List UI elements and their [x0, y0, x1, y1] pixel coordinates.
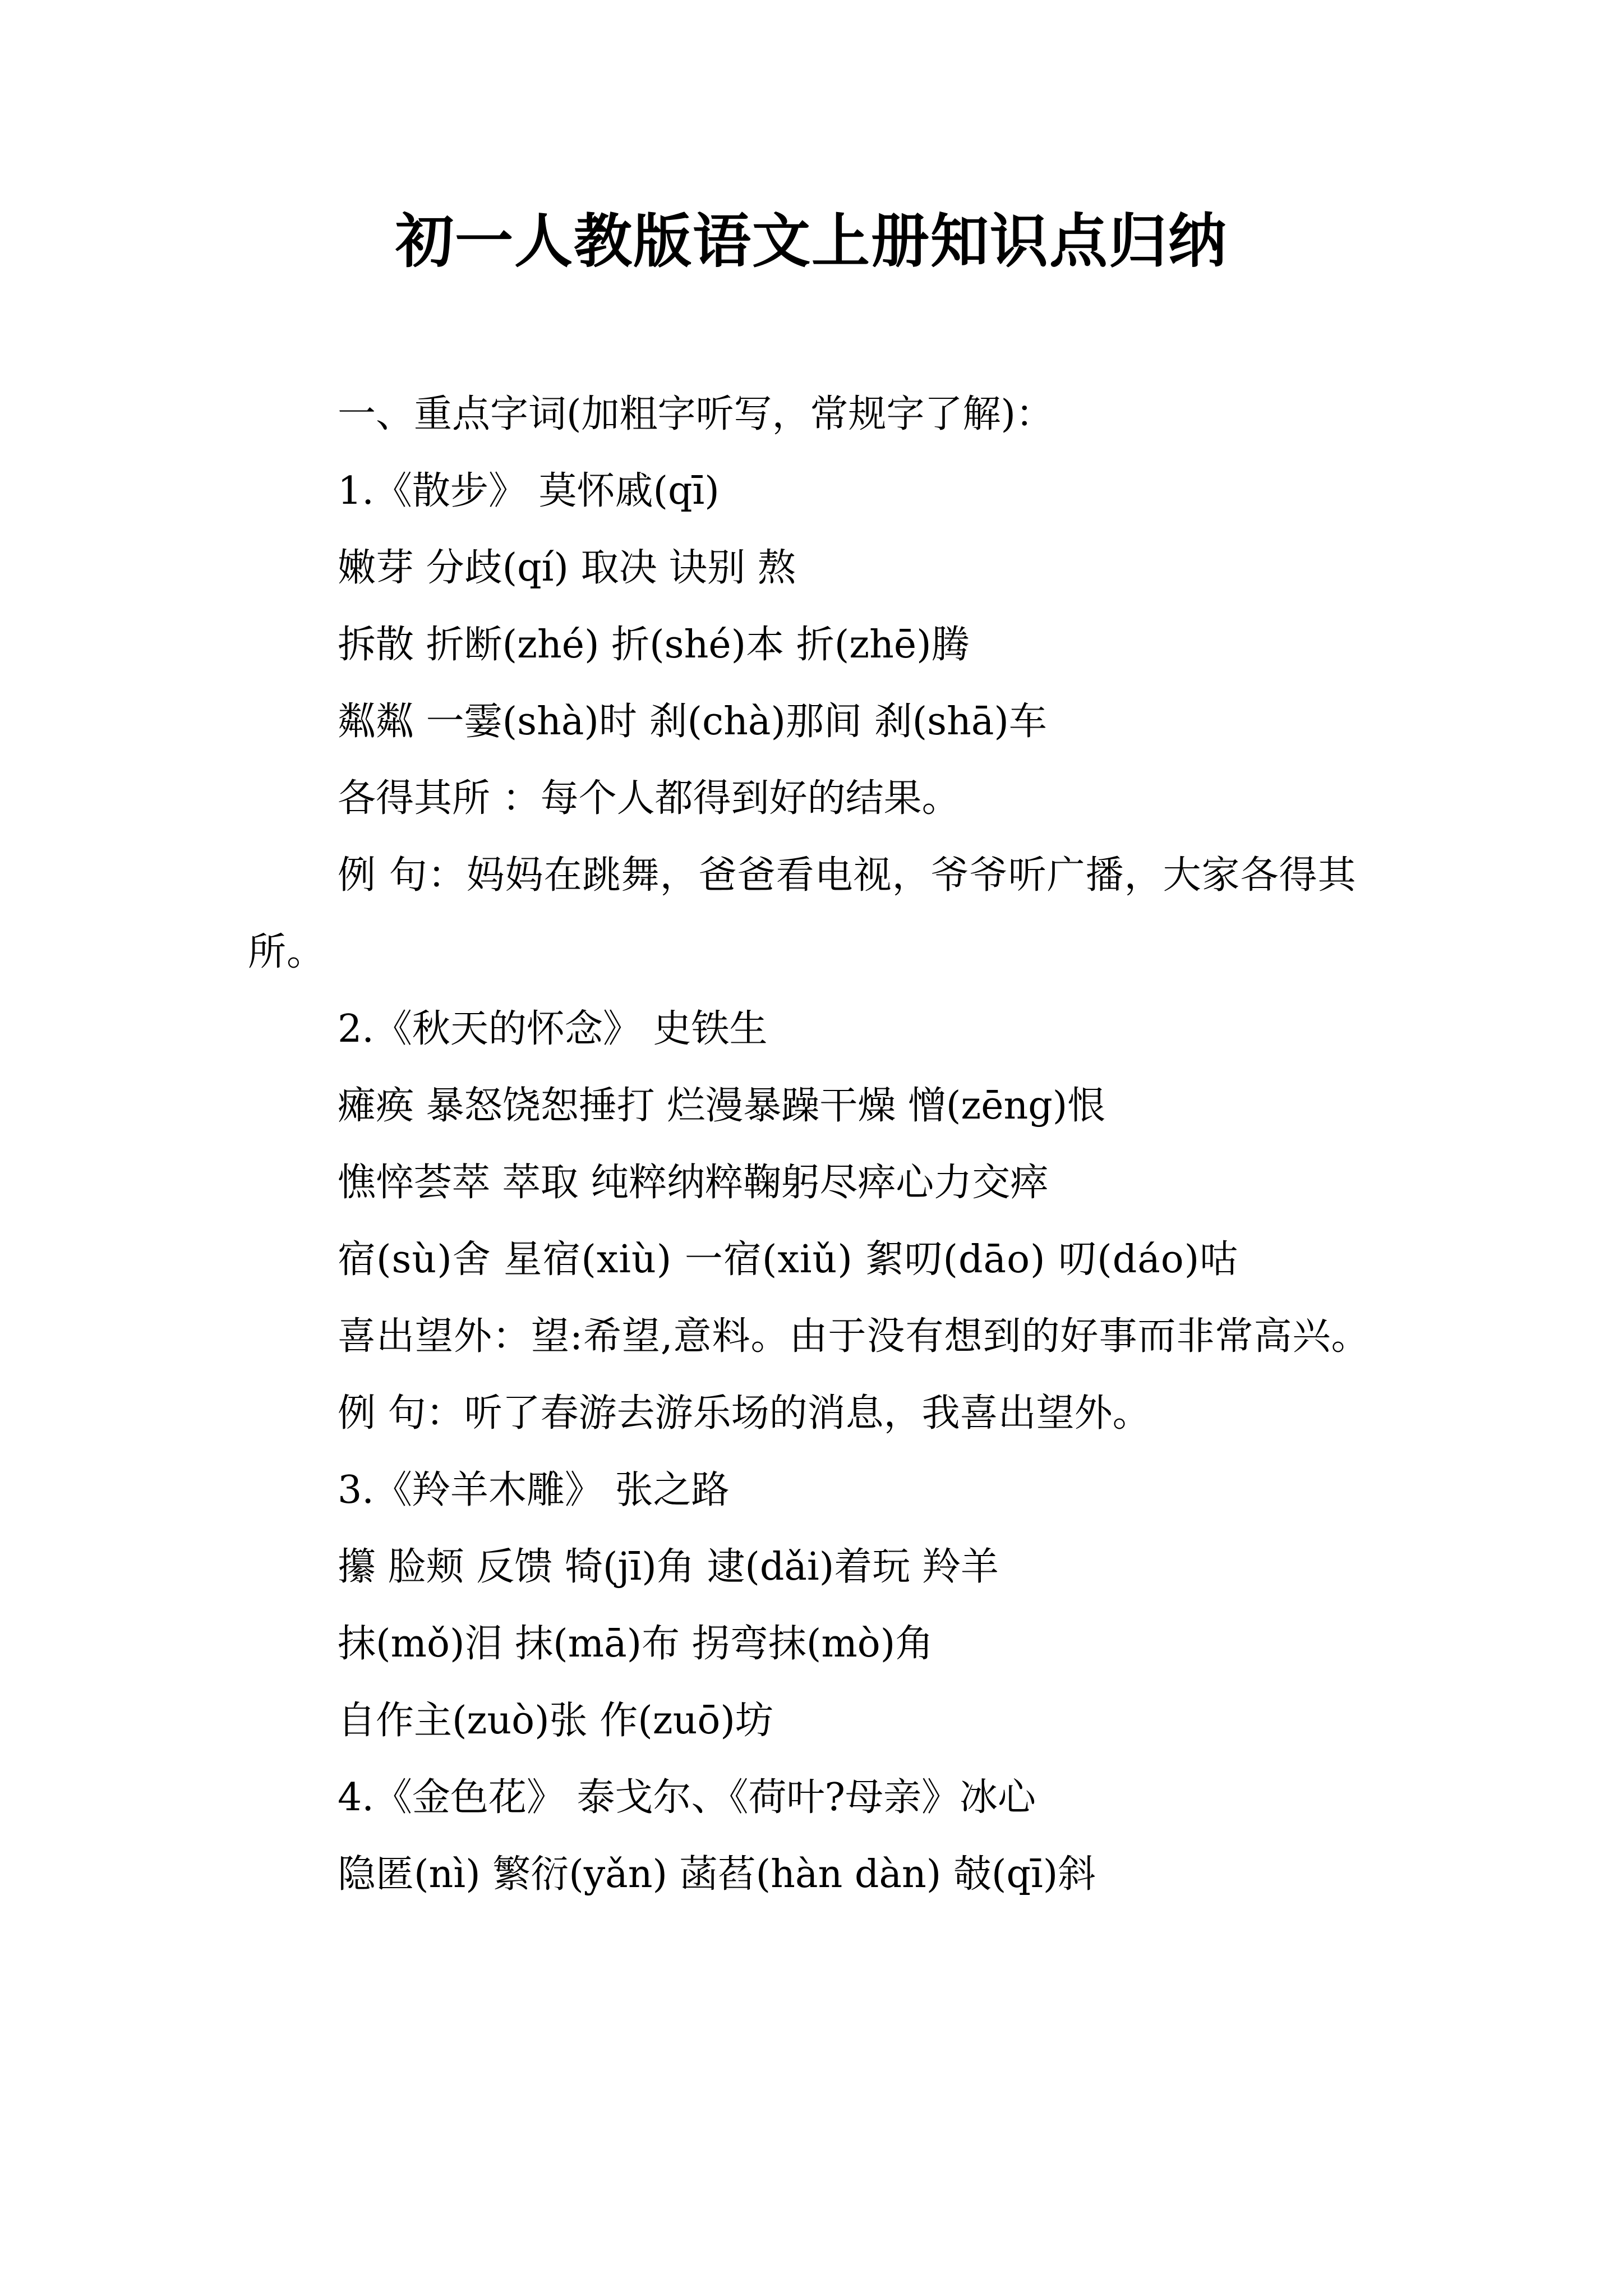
lesson-heading-4: 4.《金色花》 泰戈尔、《荷叶?母亲》冰心	[338, 1775, 1036, 1820]
vocab-line: 瘫痪 暴怒饶恕捶打 烂漫暴躁干燥 憎(zēng)恨	[338, 1084, 1106, 1128]
document-body	[248, 376, 1386, 1913]
example-sentence: 例 句：妈妈在跳舞，爸爸看电视，爷爷听广播，大家各得其所。	[248, 853, 1357, 974]
vocab-line: 抹(mǒ)泪 抹(mā)布 拐弯抹(mò)角	[338, 1622, 934, 1666]
section-heading-key-words: 一、重点字词(加粗字听写，常规字了解)：	[338, 392, 1054, 436]
lesson-heading-2: 2.《秋天的怀念》 史铁生	[338, 1007, 768, 1051]
vocab-line: 隐匿(nì) 繁衍(yǎn) 菡萏(hàn dàn) 攲(qī)斜	[338, 1852, 1096, 1897]
vocab-line: 粼粼 一霎(shà)时 刹(chà)那间 刹(shā)车	[338, 700, 1047, 744]
vocab-line: 嫩芽 分歧(qí) 取决 诀别 熬	[338, 546, 796, 590]
idiom-definition: 喜出望外：望:希望,意料。由于没有想到的好事而非常高兴。	[338, 1314, 1370, 1359]
vocab-line: 攥 脸颊 反馈 犄(jī)角 逮(dǎi)着玩 羚羊	[338, 1545, 999, 1589]
vocab-line: 宿(sù)舍 星宿(xiù) 一宿(xiǔ) 絮叨(dāo) 叨(dáo)咕	[338, 1237, 1239, 1282]
lesson-heading-3: 3.《羚羊木雕》 张之路	[338, 1468, 730, 1512]
document-title: 初一人教版语文上册知识点归纳	[395, 206, 1228, 275]
vocab-line: 自作主(zuò)张 作(zuō)坊	[338, 1699, 773, 1743]
vocab-line: 憔悴荟萃 萃取 纯粹纳粹鞠躬尽瘁心力交瘁	[338, 1161, 1049, 1205]
idiom-definition: 各得其所 ：每个人都得到好的结果。	[338, 776, 960, 821]
vocab-line: 拆散 折断(zhé) 折(shé)本 折(zhē)腾	[338, 623, 970, 667]
example-sentence: 例 句：听了春游去游乐场的消息，我喜出望外。	[338, 1391, 1151, 1435]
lesson-heading-1: 1.《散步》 莫怀戚(qī)	[338, 469, 720, 513]
